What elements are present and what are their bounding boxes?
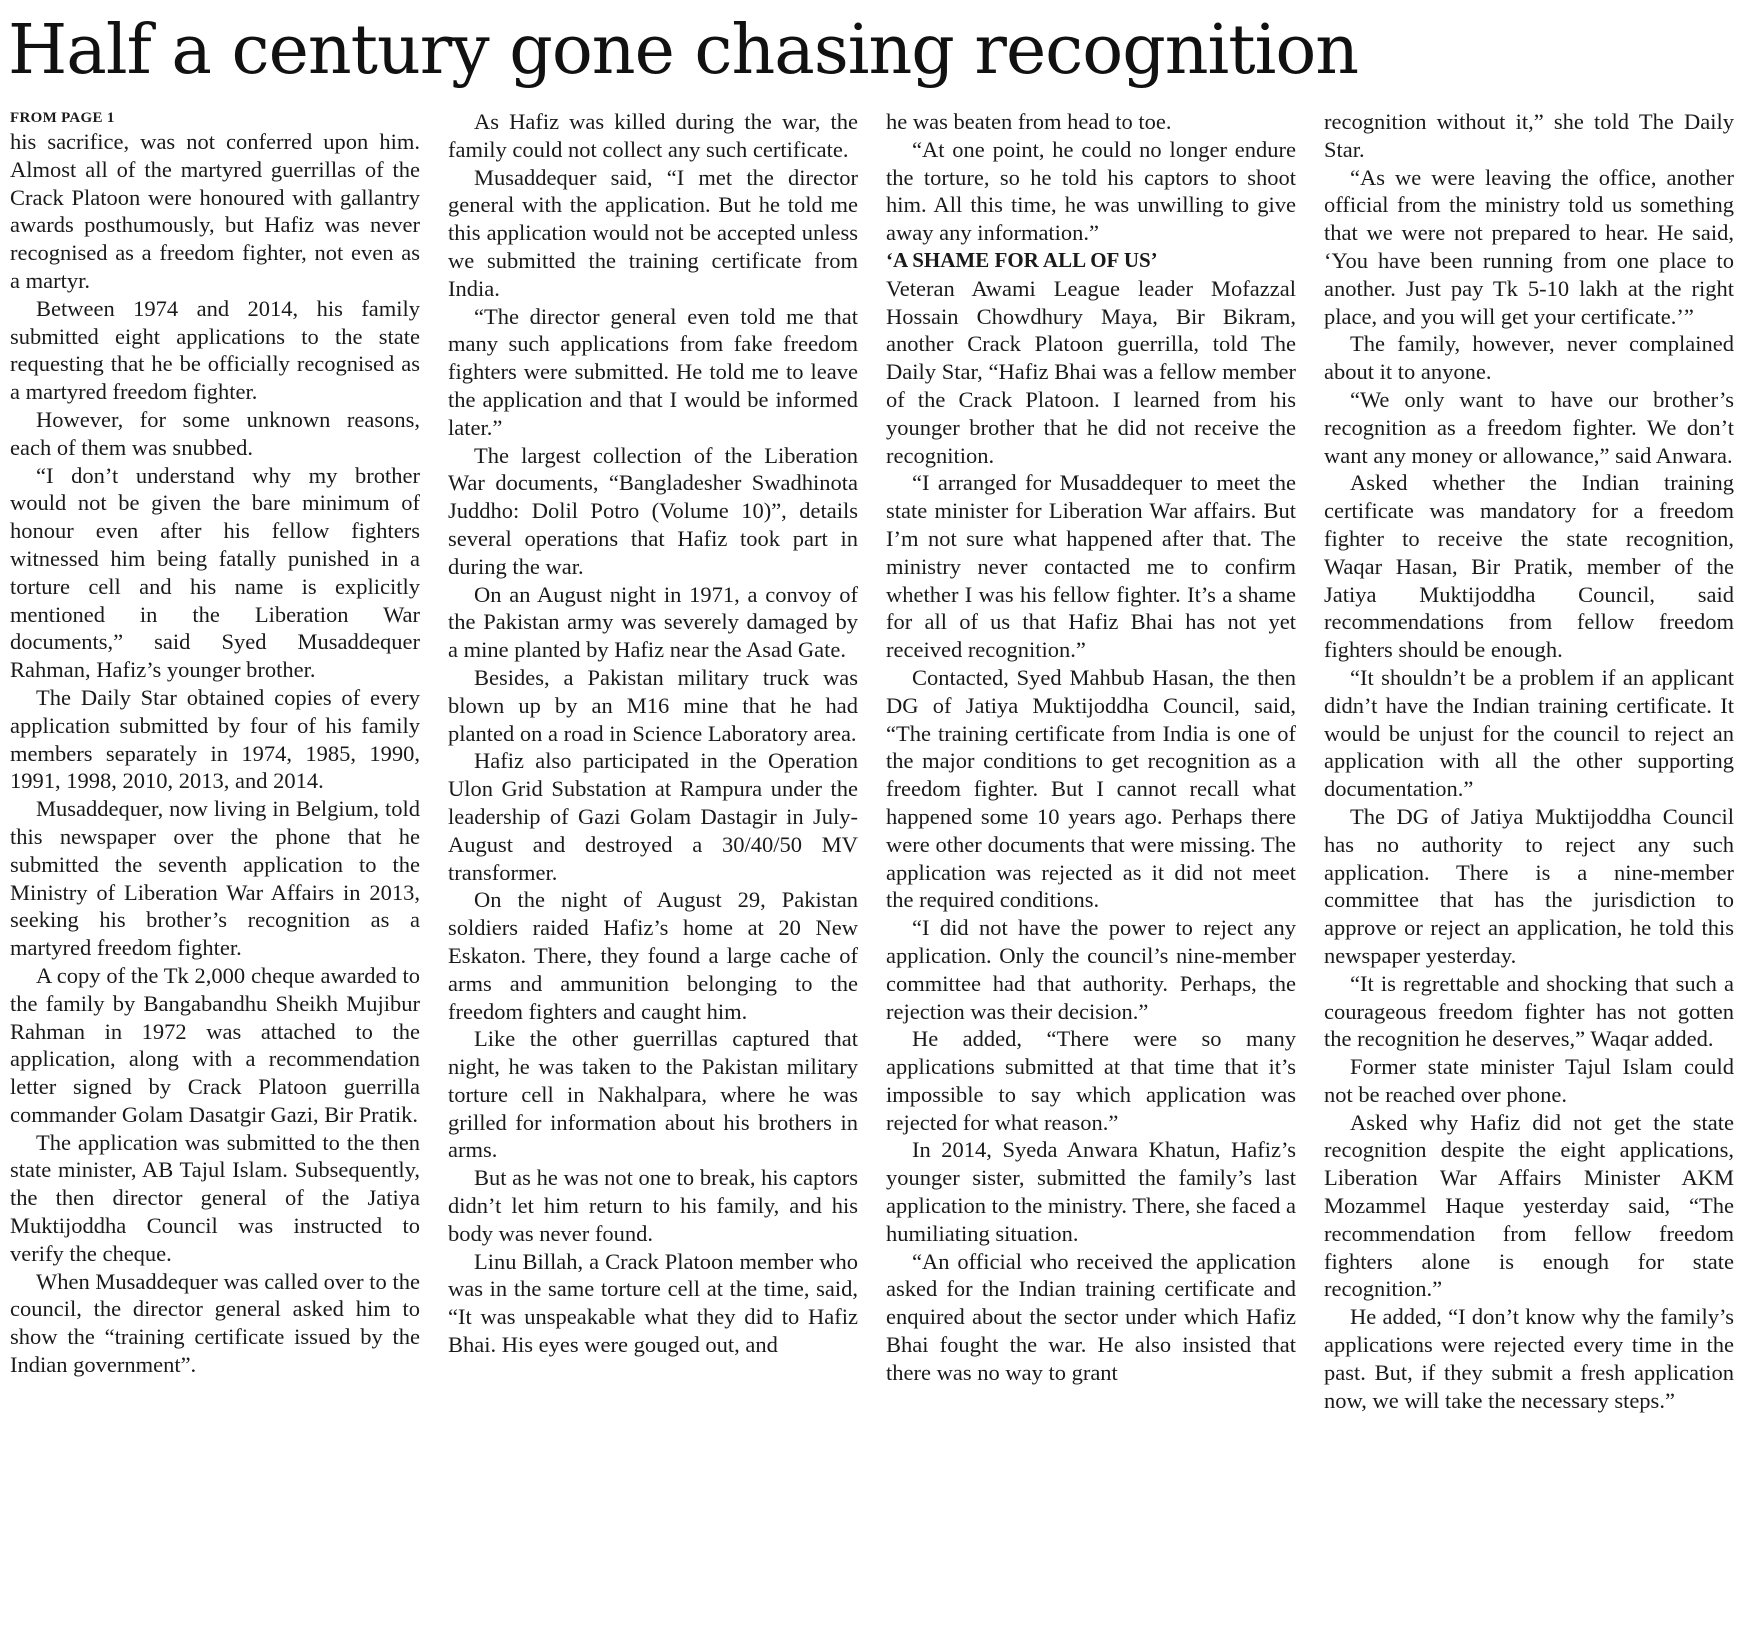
- paragraph: “The director general even told me that many such applications from fake freedom fighters were submitted. He told me to leave the application and that I would be informed later.”: [448, 303, 858, 440]
- paragraph: Former state minister Tajul Islam could not be reached over phone.: [1324, 1054, 1734, 1107]
- paragraph: “An official who received the application asked for the Indian training certificate and enquired about the sector under which Hafiz Bhai fought the war. He also insisted that there was no way to grant: [886, 1248, 1296, 1385]
- paragraph: The largest collection of the Liberation War documents, “Bangladesher Swadhinota Juddho: Dolil Potro (Volume 10)”, details several operations that Hafiz took part in during the war.: [448, 442, 858, 579]
- paragraph: Like the other guerrillas captured that night, he was taken to the Pakistan military torture cell in Nakhalpara, where he was grilled for information about his brothers in arms.: [448, 1026, 858, 1163]
- paragraph: The application was submitted to the then state minister, AB Tajul Islam. Subsequently, the then director general of the Jatiya Muktijoddha Council was instructed to verify the cheque.: [10, 1129, 420, 1266]
- paragraph: Musaddequer said, “I met the director general with the application. But he told me this application would not be accepted unless we submitted the training certificate from India.: [448, 164, 858, 301]
- headline: Half a century gone chasing recognition: [8, 11, 1359, 90]
- paragraph: “At one point, he could no longer endure the torture, so he told his captors to shoot him. All this time, he was unwilling to give away any information.”: [886, 136, 1296, 246]
- paragraph: On an August night in 1971, a convoy of the Pakistan army was severely damaged by a mine planted by Hafiz near the Asad Gate.: [448, 581, 858, 663]
- paragraph: Asked whether the Indian training certificate was mandatory for a freedom fighter to receive the state recognition, Waqar Hasan, Bir Pratik, member of the Jatiya Muktijoddha Council, said recommendations from fellow freedom fighters should be enough.: [1324, 470, 1734, 663]
- section-subhead: ‘A SHAME FOR ALL OF US’: [886, 247, 1158, 272]
- continuation-kicker: FROM PAGE 1: [10, 110, 115, 126]
- article-body: [10, 108, 1738, 1643]
- paragraph: The family, however, never complained about it to anyone.: [1324, 331, 1734, 385]
- paragraph: Between 1974 and 2014, his family submitted eight applications to the state requesting that he be officially recognised as a martyred freedom fighter.: [10, 295, 420, 405]
- paragraph: his sacrifice, was not conferred upon him. Almost all of the martyred guerrillas of the Crack Platoon were honoured with gallantry awards posthumously, but Hafiz was never recognised as a freedom fighter, not even as a martyr.: [10, 129, 420, 293]
- paragraph: Musaddequer, now living in Belgium, told this newspaper over the phone that he submitted the seventh application to the Ministry of Liberation War Affairs in 2013, seeking his brother’s recognition as a martyred freedom fighter.: [10, 796, 420, 961]
- paragraph: He added, “There were so many applications submitted at that time that it’s impossible to say which application was rejected for what reason.”: [886, 1026, 1296, 1135]
- paragraph: “It is regrettable and shocking that such a courageous freedom fighter has not gotten the recognition he deserves,” Waqar added.: [1324, 970, 1734, 1052]
- paragraph: “I did not have the power to reject any application. Only the council’s nine-member committee had that authority. Perhaps, the rejection was their decision.”: [886, 915, 1296, 1024]
- paragraph: he was beaten from head to toe.: [886, 109, 1172, 134]
- paragraph: Linu Billah, a Crack Platoon member who was in the same torture cell at the time, said, “It was unspeakable what they did to Hafiz Bhai. His eyes were gouged out, and: [448, 1248, 858, 1358]
- paragraph: But as he was not one to break, his captors didn’t let him return to his family, and his body was never found.: [448, 1165, 858, 1246]
- paragraph: A copy of the Tk 2,000 cheque awarded to the family by Bangabandhu Sheikh Mujibur Rahman in 1972 was attached to the application, along with a recommendation letter signed by Crack Platoon guerrilla commander Golam Dasatgir Gazi, Bir Pratik.: [10, 962, 420, 1127]
- column-4: [1324, 108, 1734, 1643]
- paragraph: On the night of August 29, Pakistan soldiers raided Hafiz’s home at 20 New Eskaton. There, they found a large cache of arms and ammunition belonging to the freedom fighters and caught him.: [448, 887, 858, 1024]
- column-2: [448, 108, 858, 1643]
- paragraph: When Musaddequer was called over to the council, the director general asked him to show the “training certificate issued by the Indian government”.: [10, 1268, 420, 1378]
- paragraph: “I arranged for Musaddequer to meet the state minister for Liberation War affairs. But I’m not sure what happened after that. The ministry never contacted me to confirm whether I was his fellow fighter. It’s a shame for all of us that Hafiz Bhai has not yet received recognition.”: [886, 470, 1296, 663]
- paragraph: Contacted, Syed Mahbub Hasan, the then DG of Jatiya Muktijoddha Council, said, “The training certificate from India is one of the major conditions to get recognition as a freedom fighter. But I cannot recall what happened some 10 years ago. Perhaps there were other documents that were missing. The application was rejected as it did not meet the required conditions.: [886, 664, 1296, 913]
- paragraph: The Daily Star obtained copies of every application submitted by four of his family members separately in 1974, 1985, 1990, 1991, 1998, 2010, 2013, and 2014.: [10, 684, 420, 794]
- paragraph: Besides, a Pakistan military truck was blown up by an M16 mine that he had planted on a road in Science Laboratory area.: [448, 664, 858, 746]
- column-3: [886, 108, 1296, 1643]
- paragraph: However, for some unknown reasons, each of them was snubbed.: [10, 406, 420, 460]
- column-1: [10, 108, 420, 1643]
- paragraph: Hafiz also participated in the Operation Ulon Grid Substation at Rampura under the leadership of Gazi Golam Dastagir in July-August and destroyed a 30/40/50 MV transformer.: [448, 748, 858, 885]
- paragraph: “As we were leaving the office, another official from the ministry told us something that we were not prepared to hear. He said, ‘You have been running from one place to another. Just pay Tk 5-10 lakh at the right place, and you will get your certificate.’”: [1324, 164, 1734, 329]
- paragraph: Veteran Awami League leader Mofazzal Hossain Chowdhury Maya, Bir Bikram, another Crack Platoon guerrilla, told The Daily Star, “Hafiz Bhai was a fellow member of the Crack Platoon. I learned from his younger brother that he did not receive the recognition.: [886, 275, 1296, 468]
- paragraph: recognition without it,” she told The Daily Star.: [1324, 109, 1734, 162]
- paragraph: The DG of Jatiya Muktijoddha Council has no authority to reject any such application. There is a nine-member committee that has the jurisdiction to approve or reject an application, he told this newspaper yesterday.: [1324, 803, 1734, 968]
- paragraph: As Hafiz was killed during the war, the family could not collect any such certificate.: [448, 109, 858, 162]
- paragraph: He added, “I don’t know why the family’s applications were rejected every time in the past. But, if they submit a fresh application now, we will take the necessary steps.”: [1324, 1304, 1734, 1413]
- paragraph: In 2014, Syeda Anwara Khatun, Hafiz’s younger sister, submitted the family’s last application to the ministry. There, she faced a humiliating situation.: [886, 1137, 1296, 1246]
- paragraph: “It shouldn’t be a problem if an applicant didn’t have the Indian training certificate. It would be unjust for the council to reject an application with all the other supporting documentation.”: [1324, 664, 1734, 802]
- paragraph: “I don’t understand why my brother would not be given the bare minimum of honour even after his fellow fighters witnessed him being fatally punished in a torture cell and his name is explicitly mentioned in the Liberation War documents,” said Syed Musaddequer Rahman, Hafiz’s younger brother.: [10, 462, 420, 683]
- paragraph: “We only want to have our brother’s recognition as a freedom fighter. We don’t want any money or allowance,” said Anwara.: [1324, 386, 1734, 468]
- paragraph: Asked why Hafiz did not get the state recognition despite the eight applications, Liberation War Affairs Minister AKM Mozammel Haque yesterday said, “The recommendation from fellow freedom fighters alone is enough for state recognition.”: [1324, 1109, 1734, 1302]
